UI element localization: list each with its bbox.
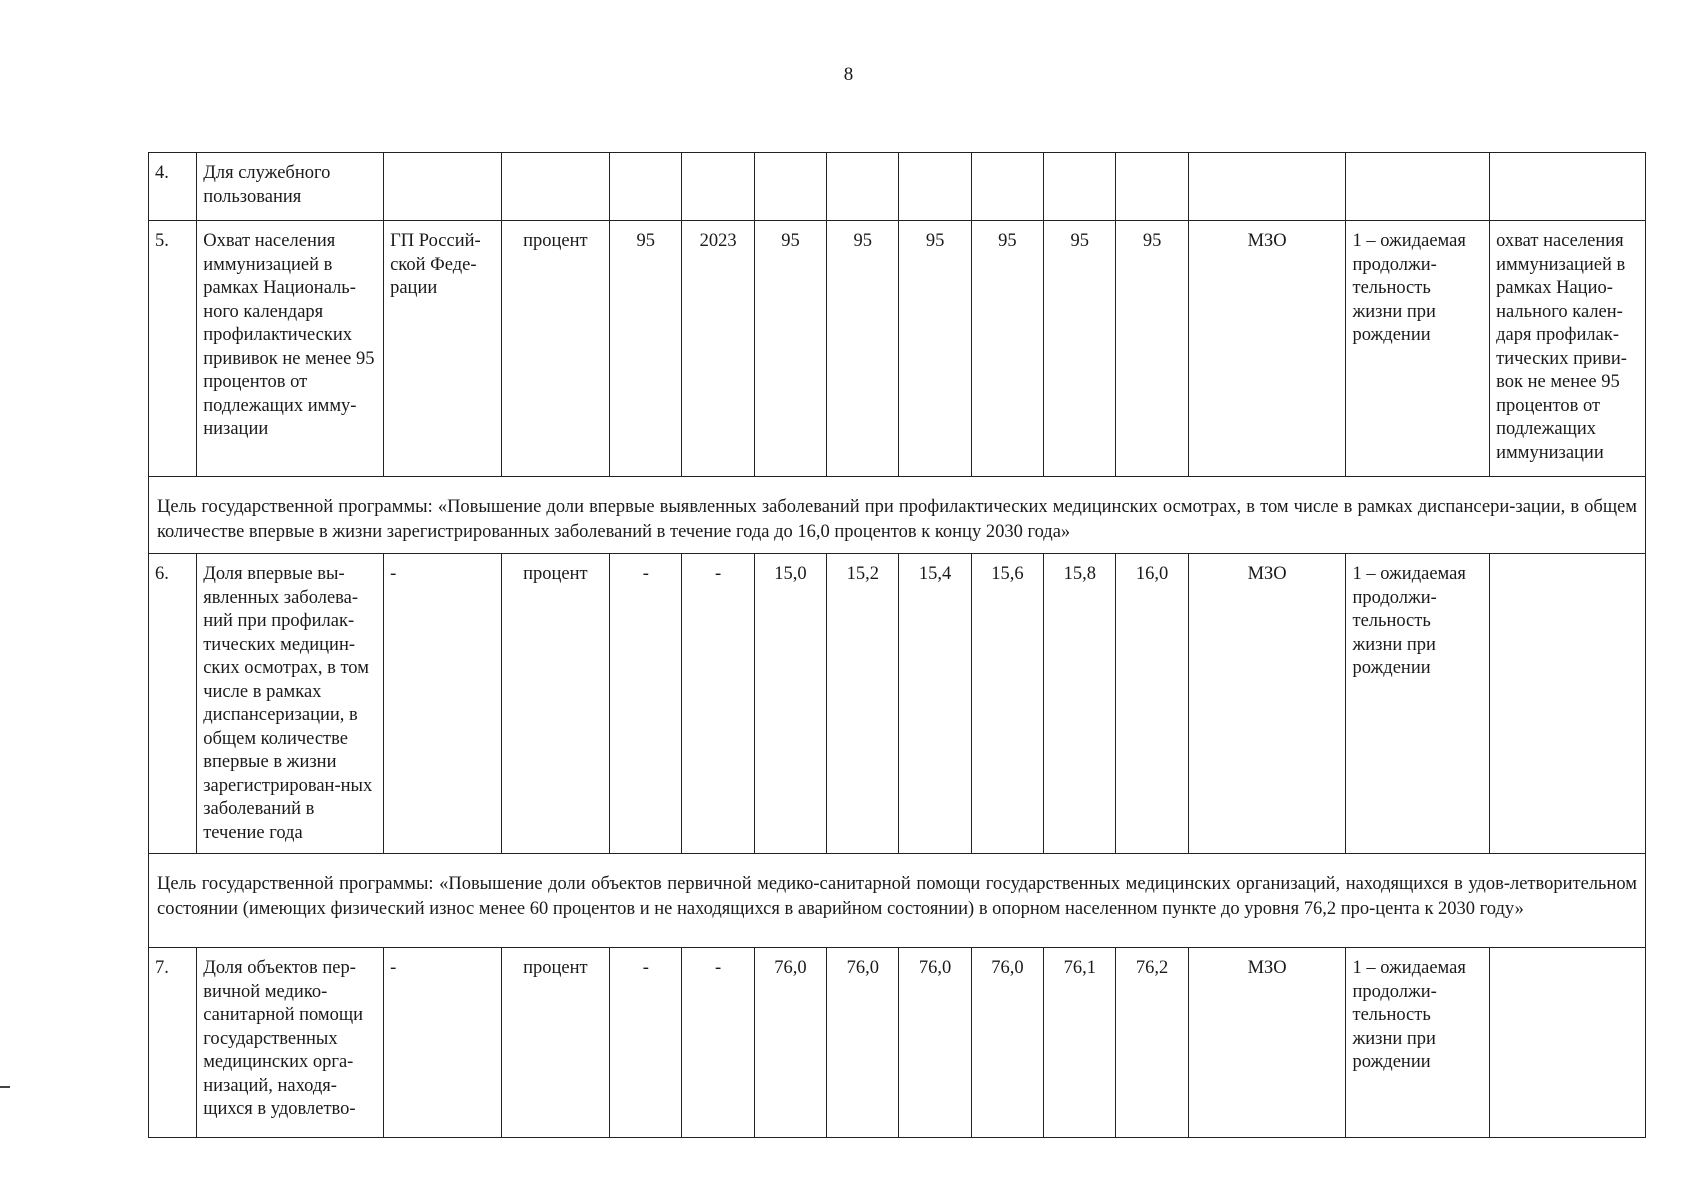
table-body (149, 153, 1646, 1138)
note-cell (1490, 554, 1646, 854)
indicator-source: - (384, 554, 502, 854)
year-value-cell (1044, 153, 1116, 221)
goal-text: Цель государственной программы: «Повышение доли впервые выявленных заболеваний при профилактических медицинских осмотрах, в том числе в рамках диспансери-зации, в общем количестве впервые в жизни зарегистрированных заболеваний в течение года до 16,0 процентов к концу 2030 года» (149, 477, 1646, 554)
row-number: 4. (149, 153, 197, 221)
unit-cell: процент (501, 948, 610, 1138)
indicator-source: ГП Россий-ской Феде-рации (384, 221, 502, 477)
indicator-source (384, 153, 502, 221)
base-year-cell: - (682, 948, 754, 1138)
responsible-cell (1188, 153, 1346, 221)
page-number: 8 (843, 64, 854, 85)
year-value-cell: 15,0 (754, 554, 826, 854)
year-value-cell: 15,6 (971, 554, 1043, 854)
table-row (149, 221, 1646, 477)
indicator-name: Охват населения иммунизацией в рамках Националь-ного календаря профилактических прививок не менее 95 процентов от подлежащих имму-низации (197, 221, 384, 477)
link-cell: 1 – ожидаемая продолжи-тельность жизни при рождении (1346, 554, 1490, 854)
year-value-cell: 76,0 (754, 948, 826, 1138)
row-number: 7. (149, 948, 197, 1138)
year-value-cell (827, 153, 899, 221)
responsible-cell: МЗО (1188, 554, 1346, 854)
row-number: 5. (149, 221, 197, 477)
year-value-cell: 15,8 (1044, 554, 1116, 854)
base-value-cell: - (610, 554, 682, 854)
indicators-table (148, 152, 1646, 1138)
base-year-cell (682, 153, 754, 221)
year-value-cell: 95 (1116, 221, 1188, 477)
goal-text: Цель государственной программы: «Повышение доли объектов первичной медико-санитарной помощи государственных медицинских организаций, находящихся в удов-летворительном состоянии (имеющих физический износ менее 60 процентов и не находящихся в аварийном состоянии) в опорном населенном пункте до уровня 76,2 про-цента к 2030 году» (149, 854, 1646, 948)
table-row (149, 554, 1646, 854)
note-cell: охват населения иммунизацией в рамках Нацио-нального кален-даря профилак-тических приви-вок не менее 95 процентов от подлежащих иммунизации (1490, 221, 1646, 477)
link-cell (1346, 153, 1490, 221)
goal-row (149, 854, 1646, 948)
base-value-cell (610, 153, 682, 221)
year-value-cell: 16,0 (1116, 554, 1188, 854)
year-value-cell: 95 (1044, 221, 1116, 477)
table-row (149, 153, 1646, 221)
year-value-cell: 95 (827, 221, 899, 477)
year-value-cell: 76,0 (899, 948, 971, 1138)
row-number: 6. (149, 554, 197, 854)
link-cell: 1 – ожидаемая продолжи-тельность жизни при рождении (1346, 948, 1490, 1138)
unit-cell (501, 153, 610, 221)
goal-row (149, 477, 1646, 554)
year-value-cell (971, 153, 1043, 221)
year-value-cell: 95 (971, 221, 1043, 477)
responsible-cell: МЗО (1188, 948, 1346, 1138)
base-value-cell: - (610, 948, 682, 1138)
year-value-cell: 95 (899, 221, 971, 477)
indicator-source: - (384, 948, 502, 1138)
unit-cell: процент (501, 221, 610, 477)
year-value-cell: 76,0 (827, 948, 899, 1138)
table-row (149, 948, 1646, 1138)
year-value-cell (1116, 153, 1188, 221)
year-value-cell: 76,0 (971, 948, 1043, 1138)
indicator-name: Доля объектов пер-вичной медико-санитарной помощи государственных медицинских орга-низаций, находя-щихся в удовлетво- (197, 948, 384, 1138)
responsible-cell: МЗО (1188, 221, 1346, 477)
margin-mark (0, 1086, 10, 1088)
year-value-cell (899, 153, 971, 221)
year-value-cell: 76,1 (1044, 948, 1116, 1138)
year-value-cell: 95 (754, 221, 826, 477)
year-value-cell (754, 153, 826, 221)
indicator-name: Для служебного пользования (197, 153, 384, 221)
unit-cell: процент (501, 554, 610, 854)
base-value-cell: 95 (610, 221, 682, 477)
base-year-cell: 2023 (682, 221, 754, 477)
year-value-cell: 76,2 (1116, 948, 1188, 1138)
link-cell: 1 – ожидаемая продолжи-тельность жизни при рождении (1346, 221, 1490, 477)
year-value-cell: 15,4 (899, 554, 971, 854)
note-cell (1490, 153, 1646, 221)
year-value-cell: 15,2 (827, 554, 899, 854)
note-cell (1490, 948, 1646, 1138)
base-year-cell: - (682, 554, 754, 854)
indicator-name: Доля впервые вы-явленных заболева-ний при профилак-тических медицин-ских осмотрах, в том числе в рамках диспансеризации, в общем количестве впервые в жизни зарегистрирован-ных заболеваний в течение года (197, 554, 384, 854)
